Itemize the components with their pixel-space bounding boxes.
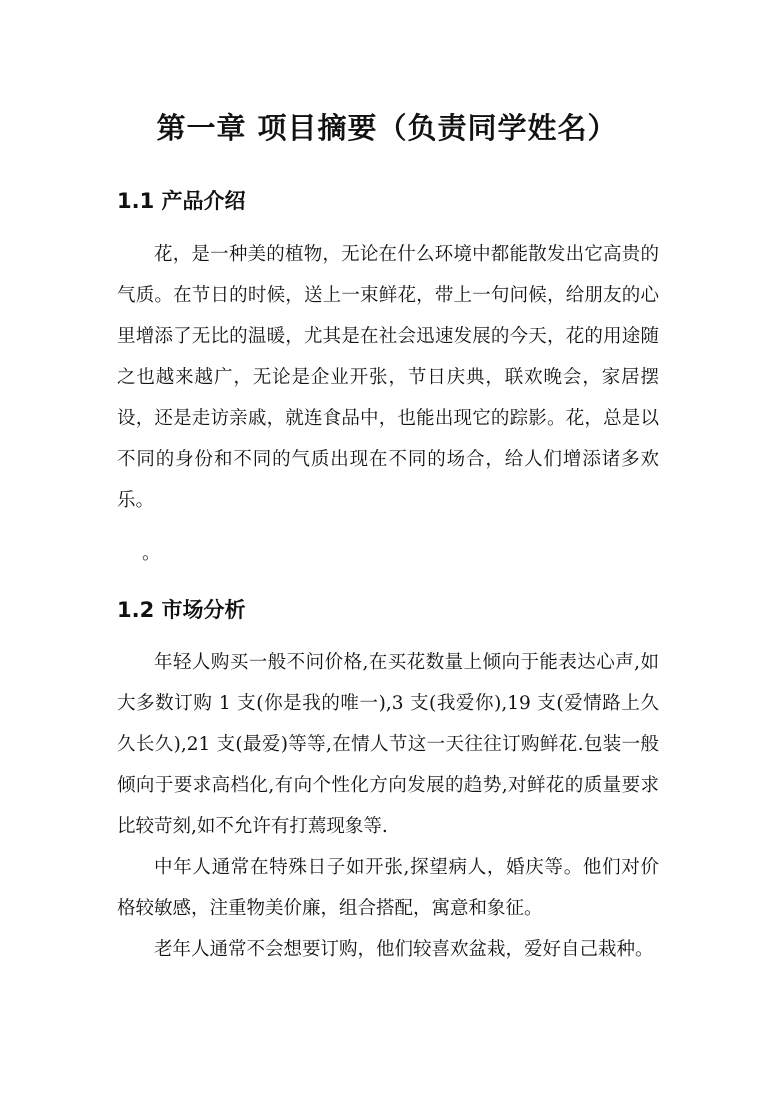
paragraph: 年轻人购买一般不问价格,在买花数量上倾向于能表达心声,如大多数订购 1 支(你是我的唯一),3 支(我爱你),19 支(爱情路上久久长久),21 支(最爱)等等,在情人节这一天往往订购鲜花.包装一般倾向于要求高档化,有向个性化方向发展的趋势,对鲜花的质量要求比较苛刻,如不允许有打蔫现象等. (117, 652, 659, 837)
paragraph: 老年人通常不会想要订购，他们较喜欢盆栽，爱好自己栽种。 (154, 939, 654, 960)
stray-punctuation: 。 (142, 543, 161, 564)
product-intro-body (117, 234, 659, 521)
market-analysis-body (117, 642, 659, 970)
paragraph: 中年人通常在特殊日子如开张,探望病人，婚庆等。他们对价格较敏感，注重物美价廉，组合搭配，寓意和象征。 (117, 857, 659, 919)
paragraph: 花，是一种美的植物，无论在什么环境中都能散发出它高贵的气质。在节日的时候，送上一束鲜花，带上一句问候，给朋友的心里增添了无比的温暖，尤其是在社会迅速发展的今天，花的用途随之也越来越广，无论是企业开张，节日庆典，联欢晚会，家居摆设，还是走访亲戚，就连食品中，也能出现它的踪影。花，总是以不同的身份和不同的气质出现在不同的场合，给人们增添诸多欢乐。 (117, 244, 659, 511)
section-heading-market-analysis: 1.2 市场分析 (117, 598, 246, 622)
section-heading-product-intro: 1.1 产品介绍 (117, 189, 246, 213)
chapter-title: 第一章 项目摘要（负责同学姓名） (156, 111, 618, 145)
